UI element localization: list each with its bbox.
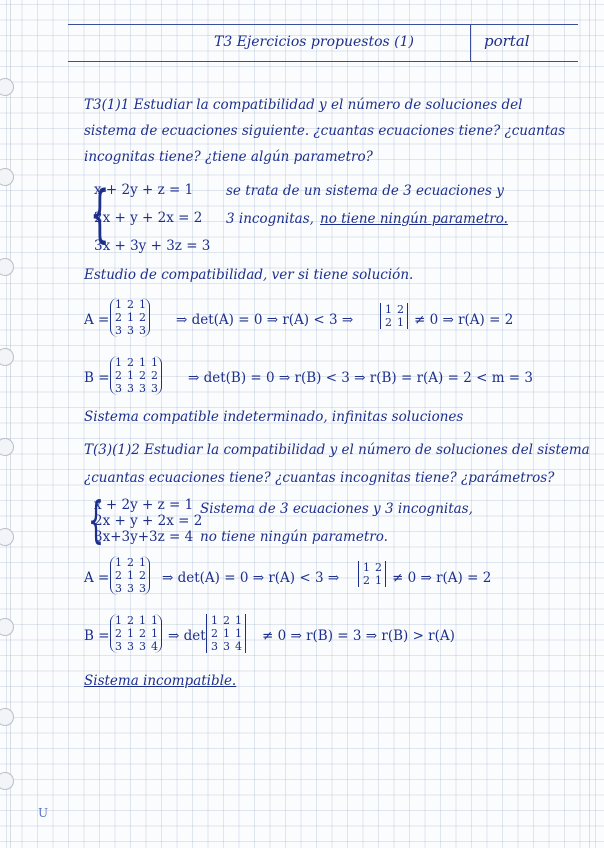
matrix-cell: 2 bbox=[385, 316, 392, 329]
ex2-minor-b bbox=[206, 614, 246, 653]
matrix-cell: 3 bbox=[115, 324, 122, 337]
matrix-cell: 1 bbox=[363, 561, 370, 574]
matrix-cell: 2 bbox=[139, 569, 146, 582]
matrix-cell: 2 bbox=[127, 298, 134, 311]
matrix-cell: 2 bbox=[139, 627, 146, 640]
matrix-cell: 1 bbox=[151, 614, 158, 627]
matrix-cell: 1 bbox=[127, 369, 134, 382]
matrix-cell: 1 bbox=[385, 303, 392, 316]
punch-hole-4 bbox=[0, 348, 14, 366]
header-divider bbox=[470, 25, 471, 61]
matrix-cell: 2 bbox=[127, 556, 134, 569]
ex1-minor-a bbox=[380, 303, 408, 329]
ex1-system-brace: { bbox=[89, 177, 110, 250]
ex2-equation-3: 3x+3y+3z = 4 bbox=[94, 529, 194, 545]
matrix-cell: 2 bbox=[115, 627, 122, 640]
matrix-cell: 1 bbox=[375, 574, 382, 587]
matrix-cell: 3 bbox=[211, 640, 218, 653]
matrix-cell: 1 bbox=[127, 569, 134, 582]
matrix-cell: 2 bbox=[139, 369, 146, 382]
ex2-matrix-a bbox=[110, 556, 150, 595]
ex1-statement-line-1: T3(1)1 Estudiar la compatibilidad y el número de soluciones del bbox=[84, 97, 523, 113]
ex1-statement-line-3: incognitas tiene? ¿tiene algún parametro? bbox=[84, 149, 373, 165]
matrix-cell: 3 bbox=[115, 582, 122, 595]
matrix-cell: 2 bbox=[397, 303, 404, 316]
ex1-matrix-a bbox=[110, 298, 150, 337]
ex2-conclusion: Sistema incompatible. bbox=[84, 673, 237, 689]
matrix-cell: 3 bbox=[127, 382, 134, 395]
matrix-cell: 2 bbox=[223, 614, 230, 627]
ex2-matrix-b bbox=[110, 614, 162, 653]
matrix-cell: 3 bbox=[115, 382, 122, 395]
matrix-cell: 1 bbox=[223, 627, 230, 640]
ex1-matrix-b-reasoning: ⇒ det(B) = 0 ⇒ r(B) < 3 ⇒ r(B) = r(A) = 2 < m = 3 bbox=[188, 370, 533, 386]
punch-hole-1 bbox=[0, 78, 14, 96]
ex1-matrix-a-conclusion: ≠ 0 ⇒ r(A) = 2 bbox=[414, 312, 514, 328]
matrix-cell: 1 bbox=[151, 627, 158, 640]
matrix-cell: 1 bbox=[235, 614, 242, 627]
ex1-equation-3: 3x + 3y + 3z = 3 bbox=[94, 238, 211, 254]
matrix-cell: 2 bbox=[211, 627, 218, 640]
matrix-cell: 1 bbox=[139, 556, 146, 569]
matrix-cell: 3 bbox=[151, 382, 158, 395]
matrix-cell: 2 bbox=[151, 369, 158, 382]
matrix-cell: 2 bbox=[115, 311, 122, 324]
ex1-matrix-a-reasoning: ⇒ det(A) = 0 ⇒ r(A) < 3 ⇒ bbox=[176, 312, 354, 328]
ex2-matrix-a-conclusion: ≠ 0 ⇒ r(A) = 2 bbox=[392, 570, 492, 586]
matrix-cell: 1 bbox=[115, 298, 122, 311]
matrix-cell: 3 bbox=[127, 324, 134, 337]
matrix-cell: 1 bbox=[127, 311, 134, 324]
matrix-cell: 2 bbox=[115, 569, 122, 582]
ex1-matrix-b-label: B = bbox=[84, 370, 110, 386]
matrix-cell: 3 bbox=[223, 640, 230, 653]
brand-logo-icon: U bbox=[38, 806, 49, 820]
ex1-study-heading: Estudio de compatibilidad, ver si tiene solución. bbox=[84, 267, 414, 283]
matrix-cell: 1 bbox=[235, 627, 242, 640]
ex1-note-3: no tiene ningún parametro. bbox=[320, 211, 508, 227]
punch-hole-2 bbox=[0, 168, 14, 186]
ex1-equation-2: 2x + y + 2x = 2 bbox=[94, 210, 203, 226]
ex2-equation-1: x + 2y + z = 1 bbox=[94, 497, 194, 513]
punch-hole-7 bbox=[0, 618, 14, 636]
ex2-system-brace: { bbox=[87, 491, 104, 549]
matrix-cell: 1 bbox=[115, 356, 122, 369]
punch-hole-8 bbox=[0, 708, 14, 726]
matrix-cell: 1 bbox=[115, 556, 122, 569]
ex1-equation-1: x + 2y + z = 1 bbox=[94, 182, 194, 198]
ex2-matrix-a-reasoning: ⇒ det(A) = 0 ⇒ r(A) < 3 ⇒ bbox=[162, 570, 340, 586]
matrix-cell: 1 bbox=[139, 298, 146, 311]
ex2-matrix-b-reasoning: ⇒ det bbox=[168, 628, 206, 644]
matrix-cell: 1 bbox=[139, 614, 146, 627]
page-title: T3 Ejercicios propuestos (1) bbox=[214, 34, 414, 50]
matrix-cell: 1 bbox=[211, 614, 218, 627]
punch-hole-3 bbox=[0, 258, 14, 276]
matrix-cell: 4 bbox=[235, 640, 242, 653]
matrix-cell: 3 bbox=[139, 640, 146, 653]
matrix-cell: 2 bbox=[375, 561, 382, 574]
ex2-minor-a bbox=[358, 561, 386, 587]
ex2-matrix-a-label: A = bbox=[84, 570, 110, 586]
ex1-note-1: se trata de un sistema de 3 ecuaciones y bbox=[226, 183, 504, 199]
matrix-cell: 2 bbox=[127, 614, 134, 627]
ex2-statement-line-2: ¿cuantas ecuaciones tiene? ¿cuantas incognitas tiene? ¿parámetros? bbox=[84, 470, 555, 486]
ex1-matrix-b bbox=[110, 356, 162, 395]
ex2-matrix-b-conclusion: ≠ 0 ⇒ r(B) = 3 ⇒ r(B) > r(A) bbox=[262, 628, 455, 644]
punch-hole-9 bbox=[0, 772, 14, 790]
matrix-cell: 3 bbox=[115, 640, 122, 653]
matrix-cell: 1 bbox=[397, 316, 404, 329]
matrix-cell: 2 bbox=[127, 356, 134, 369]
matrix-cell: 2 bbox=[363, 574, 370, 587]
right-margin-line bbox=[589, 0, 590, 848]
matrix-cell: 2 bbox=[139, 311, 146, 324]
ex2-matrix-b-label: B = bbox=[84, 628, 110, 644]
author-name: portal bbox=[484, 32, 530, 50]
matrix-cell: 1 bbox=[139, 356, 146, 369]
ex2-note-2: no tiene ningún parametro. bbox=[200, 529, 388, 545]
matrix-cell: 3 bbox=[139, 324, 146, 337]
ex1-statement-line-2: sistema de ecuaciones siguiente. ¿cuantas ecuaciones tiene? ¿cuantas bbox=[84, 123, 566, 139]
matrix-cell: 1 bbox=[127, 627, 134, 640]
punch-hole-6 bbox=[0, 528, 14, 546]
matrix-cell: 3 bbox=[127, 640, 134, 653]
ex1-matrix-a-label: A = bbox=[84, 312, 110, 328]
ex2-equation-2: 2x + y + 2x = 2 bbox=[94, 513, 203, 529]
matrix-cell: 3 bbox=[139, 382, 146, 395]
ex1-note-2: 3 incognitas, bbox=[226, 211, 314, 227]
punch-hole-5 bbox=[0, 438, 14, 456]
matrix-cell: 2 bbox=[115, 369, 122, 382]
matrix-cell: 1 bbox=[151, 356, 158, 369]
ex1-conclusion: Sistema compatible indeterminado, infinitas soluciones bbox=[84, 409, 464, 425]
ex2-note-1: Sistema de 3 ecuaciones y 3 incognitas, bbox=[200, 501, 473, 517]
matrix-cell: 3 bbox=[127, 582, 134, 595]
matrix-cell: 4 bbox=[151, 640, 158, 653]
matrix-cell: 1 bbox=[115, 614, 122, 627]
matrix-cell: 3 bbox=[139, 582, 146, 595]
ex2-statement-line-1: T(3)(1)2 Estudiar la compatibilidad y el número de soluciones del sistema bbox=[84, 442, 590, 458]
